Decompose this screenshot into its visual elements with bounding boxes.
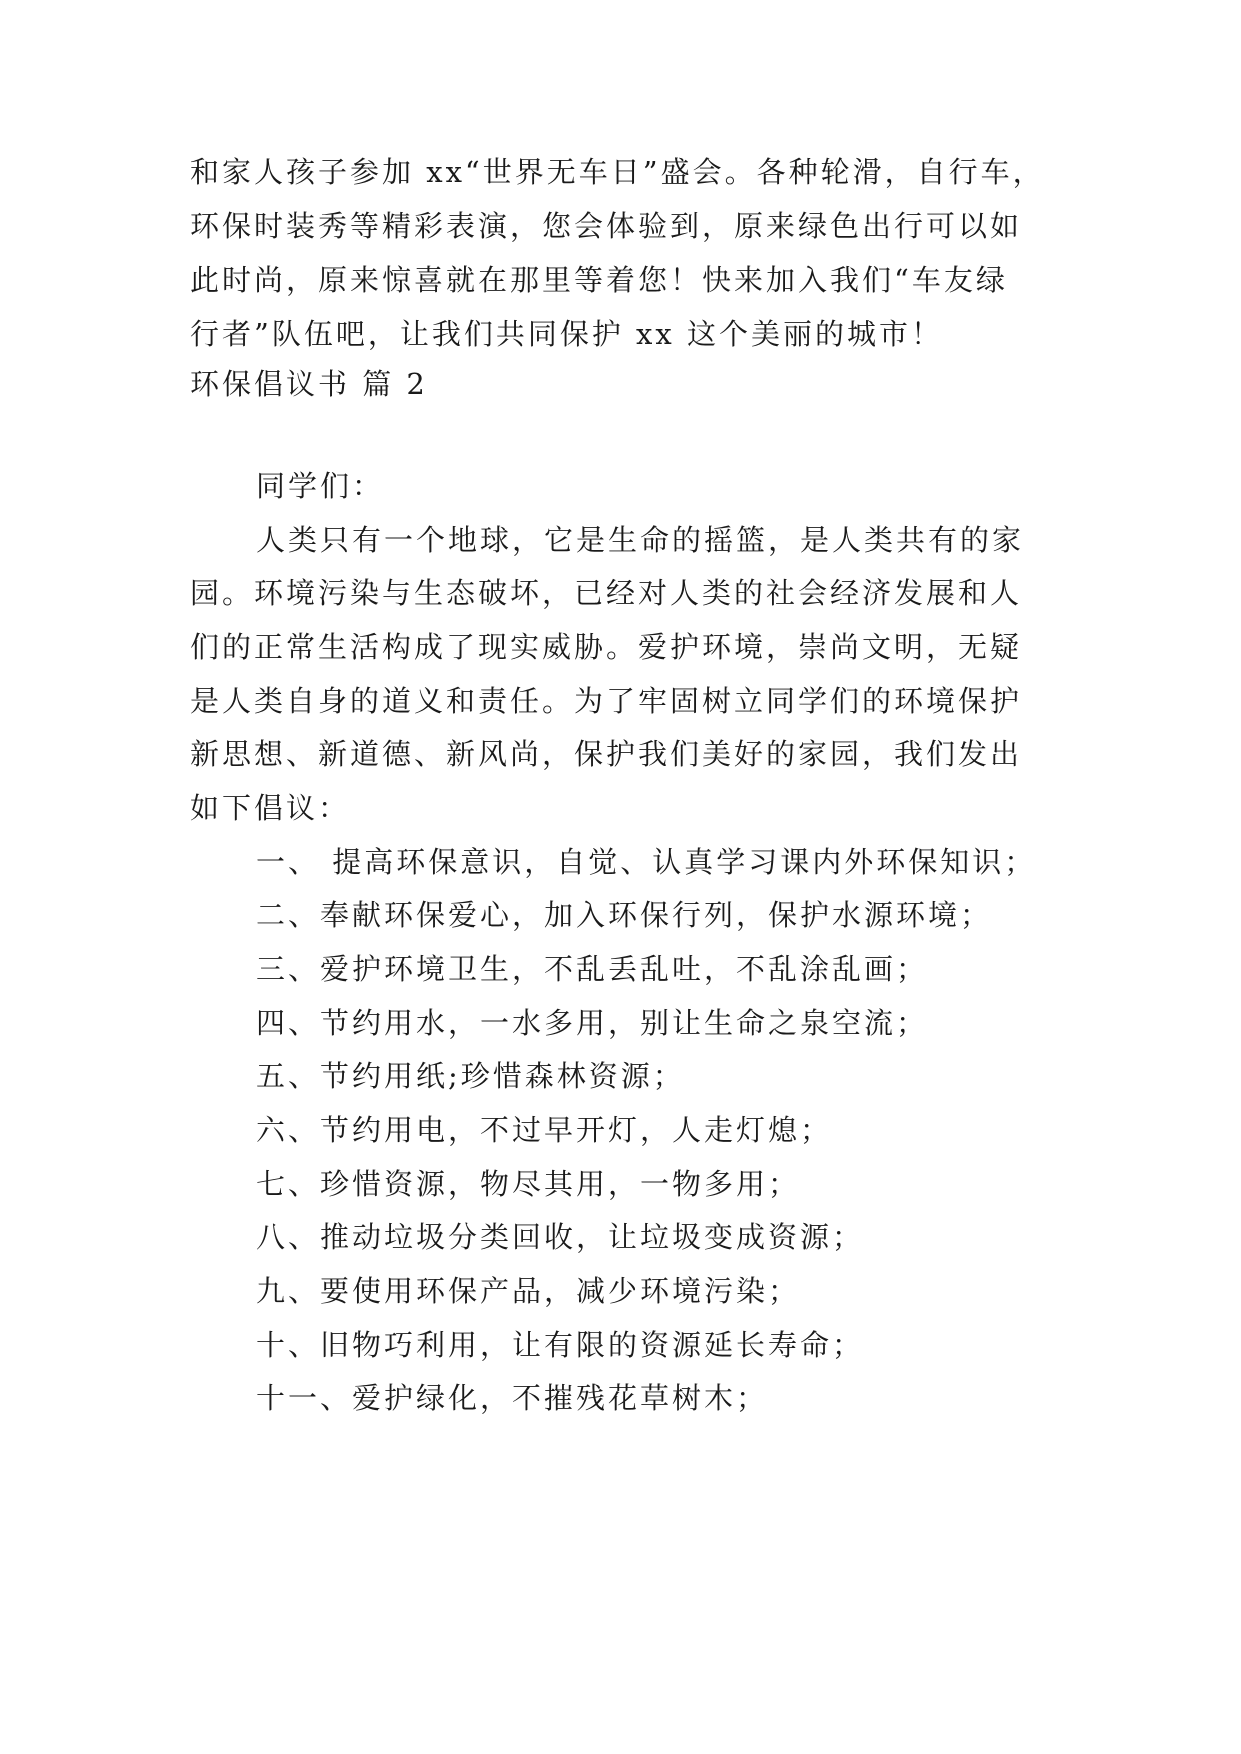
- paragraph-line: 人类只有一个地球，它是生命的摇篮，是人类共有的家: [256, 523, 1025, 557]
- paragraph-line: 们的正常生活构成了现实威胁。爱护环境，崇尚文明，无疑: [190, 630, 1023, 664]
- proposal-item: 九、要使用环保产品，减少环境污染；: [256, 1274, 801, 1308]
- proposal-item: 八、推动垃圾分类回收，让垃圾变成资源；: [256, 1220, 865, 1254]
- paragraph-line: 是人类自身的道义和责任。为了牢固树立同学们的环境保护: [190, 684, 1023, 718]
- paragraph-line: 园。环境污染与生态破坏，已经对人类的社会经济发展和人: [190, 576, 1023, 610]
- paragraph-line: 此时尚，原来惊喜就在那里等着您！快来加入我们“车友绿: [190, 263, 1008, 297]
- proposal-item: 七、珍惜资源，物尽其用，一物多用；: [256, 1167, 801, 1201]
- salutation: 同学们：: [256, 469, 385, 503]
- paragraph-line: 如下倡议：: [190, 791, 351, 825]
- proposal-item: 五、节约用纸;珍惜森林资源；: [256, 1059, 685, 1093]
- paragraph-line: 新思想、新道德、新风尚，保护我们美好的家园，我们发出: [190, 737, 1023, 771]
- proposal-item: 一、 提高环保意识，自觉、认真学习课内外环保知识；: [256, 845, 1037, 879]
- paragraph-line: 环保时装秀等精彩表演，您会体验到，原来绿色出行可以如: [190, 209, 1023, 243]
- section-title: 环保倡议书 篇 2: [190, 367, 428, 401]
- paragraph-line: 行者”队伍吧，让我们共同保护 xx 这个美丽的城市！: [190, 317, 943, 351]
- proposal-item: 四、节约用水，一水多用，别让生命之泉空流；: [256, 1006, 929, 1040]
- proposal-item: 六、节约用电，不过早开灯，人走灯熄；: [256, 1113, 833, 1147]
- proposal-item: 三、爱护环境卫生，不乱丢乱吐，不乱涂乱画；: [256, 952, 929, 986]
- proposal-item: 十、旧物巧利用，让有限的资源延长寿命；: [256, 1328, 865, 1362]
- paragraph-line: 和家人孩子参加 xx“世界无车日”盛会。各种轮滑，自行车，: [190, 155, 1045, 189]
- proposal-item: 十一、爱护绿化，不摧残花草树木；: [256, 1381, 769, 1415]
- proposal-item: 二、奉献环保爱心，加入环保行列，保护水源环境；: [256, 898, 993, 932]
